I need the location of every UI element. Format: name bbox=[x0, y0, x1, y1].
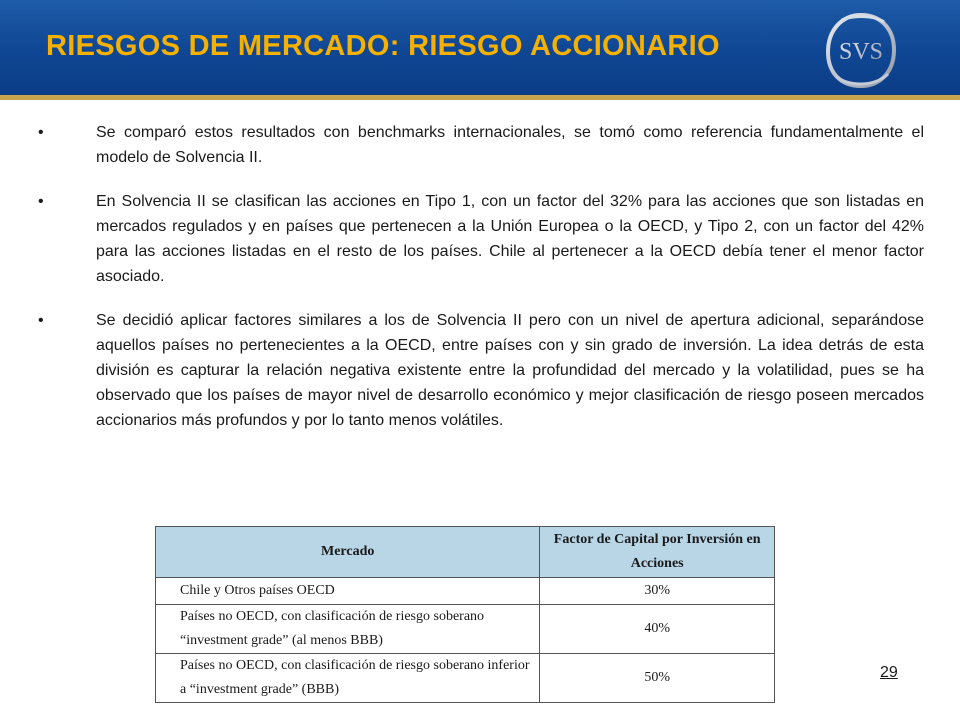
bullet-text: En Solvencia II se clasifican las acciones en Tipo 1, con un factor del 32% para las acciones que son listadas en mercados regulados y en países que pertenecen a la Unión Europea o la OECD, y Tipo 2, con un factor del 42% para las acciones listadas en el resto de los países. Chile al pertenecer a la OECD debía tener el menor factor asociado. bbox=[96, 193, 924, 285]
table-row bbox=[156, 605, 775, 654]
bullet-item bbox=[38, 120, 924, 170]
market-cell: Chile y Otros países OECD bbox=[156, 578, 540, 605]
column-header-market: Mercado bbox=[156, 527, 540, 578]
market-cell: Países no OECD, con clasificación de riesgo soberano “investment grade” (al menos BBB) bbox=[156, 605, 540, 654]
page-title: RIESGOS DE MERCADO: RIESGO ACCIONARIO bbox=[46, 30, 720, 62]
bullet-item bbox=[38, 308, 924, 433]
bullet-list bbox=[38, 120, 924, 452]
market-cell: Países no OECD, con clasificación de riesgo soberano inferior a “investment grade” (BBB) bbox=[156, 654, 540, 703]
table-row bbox=[156, 578, 775, 605]
page-number: 29 bbox=[880, 664, 898, 681]
bullet-marker: • bbox=[38, 193, 44, 210]
svs-logo bbox=[822, 12, 900, 90]
table-row bbox=[156, 654, 775, 703]
bullet-marker: • bbox=[38, 124, 44, 141]
bullet-text: Se decidió aplicar factores similares a los de Solvencia II pero con un nivel de apertura adicional, separándose aquellos países no pertenecientes a la OECD, entre países con y sin grado de inversión. La idea detrás de esta división es capturar la relación negativa existente entre la profundidad del mercado y la volatilidad, pues se ha observado que los países de mayor nivel de desarrollo económico y mejor clasificación de riesgo poseen mercados accionarios más profundos y por lo tanto menos volátiles. bbox=[96, 312, 924, 429]
logo-text: SVS bbox=[838, 39, 884, 65]
header-rule bbox=[0, 95, 960, 100]
bullet-item bbox=[38, 189, 924, 289]
factor-cell: 30% bbox=[540, 578, 775, 605]
capital-factor-table bbox=[155, 526, 775, 703]
header-bar bbox=[0, 0, 960, 95]
column-header-factor: Factor de Capital por Inversión en Acciones bbox=[540, 527, 775, 578]
bullet-marker: • bbox=[38, 312, 44, 329]
table-header-row bbox=[156, 527, 775, 578]
bullet-text: Se comparó estos resultados con benchmarks internacionales, se tomó como referencia fundamentalmente el modelo de Solvencia II. bbox=[96, 124, 924, 166]
factor-cell: 50% bbox=[540, 654, 775, 703]
factor-cell: 40% bbox=[540, 605, 775, 654]
